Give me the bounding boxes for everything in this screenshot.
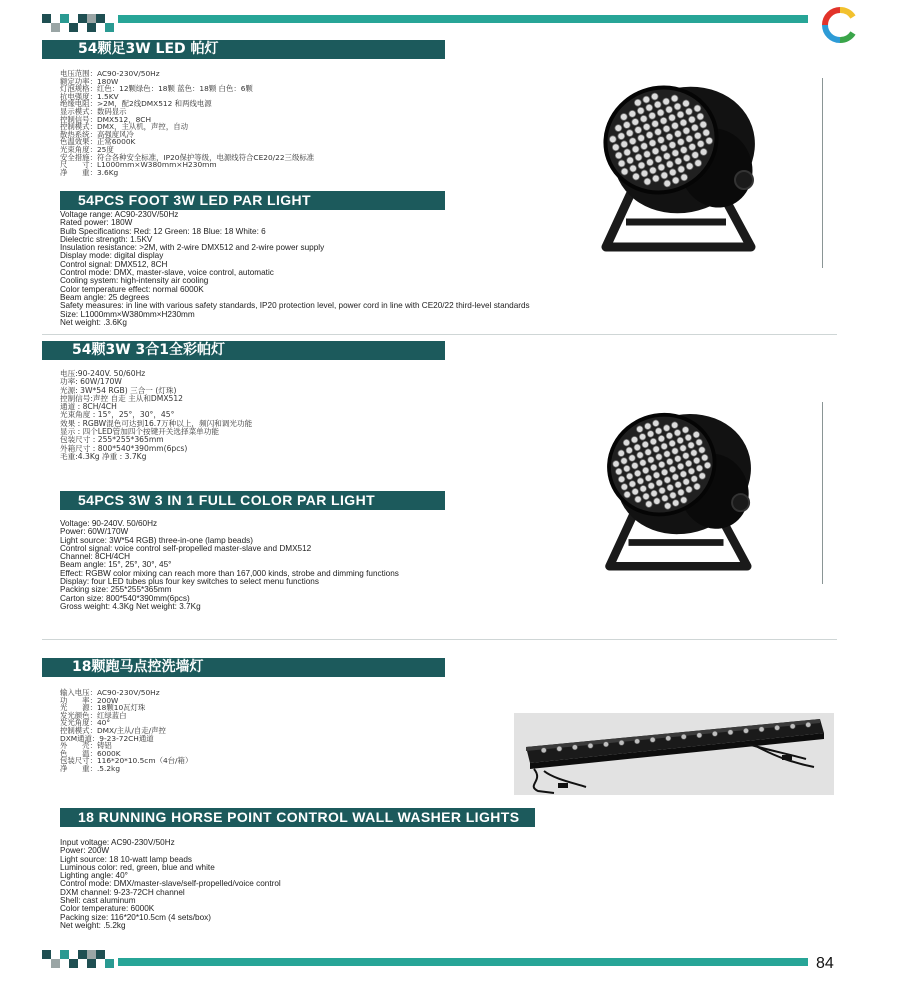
spec-line: 输入电压：AC90-230V/50Hz bbox=[60, 688, 160, 697]
spec-line: Packing size: 116*20*10.5cm (4 sets/box) bbox=[60, 912, 211, 922]
spec-line: 发光颜色：红绿蓝白 bbox=[60, 710, 127, 720]
spec-line: 包装尺寸：116*20*10.5cm（4台/箱） bbox=[60, 756, 193, 766]
spec-line: 控制模式：DMX/主从/自走/声控 bbox=[60, 725, 166, 735]
spec-line: 安全措施：符合各种安全标准，IP20保护等级，电源线符合CE20/22三级标准 bbox=[60, 152, 315, 162]
spec-line: Rated power: 180W bbox=[60, 218, 133, 228]
header-checker-pattern bbox=[42, 14, 114, 32]
par-light-image bbox=[566, 72, 786, 272]
spec-line: Display mode: digital display bbox=[60, 251, 164, 261]
spec-line: 尺 寸：L1000mm×W380mm×H230mm bbox=[60, 160, 217, 170]
spec-line: Packing size: 255*255*365mm bbox=[60, 585, 172, 595]
page-number: 84 bbox=[816, 955, 834, 972]
spec-line: 显示 : 四个LED管加四个按键开关选择菜单功能 bbox=[60, 427, 219, 437]
spec-line: Control signal: voice control self-propelled master-slave and DMX512 bbox=[60, 543, 312, 553]
section-divider bbox=[42, 639, 837, 640]
footer-rule bbox=[118, 958, 808, 966]
spec-line: Beam angle: 25 degrees bbox=[60, 292, 150, 302]
section3-specs-en bbox=[60, 839, 281, 930]
spec-line: Carton size: 800*540*390mm(6pcs) bbox=[60, 593, 190, 603]
spec-line: 功率: 60W/170W bbox=[60, 377, 122, 387]
spec-line: Luminous color: red, green, blue and white bbox=[60, 862, 215, 872]
spec-line: 抗电强度：1.5KV bbox=[60, 91, 119, 101]
spec-line: Dielectric strength: 1.5KV bbox=[60, 234, 153, 244]
spec-line: Shell: cast aluminum bbox=[60, 896, 136, 906]
spec-line: Light source: 18 10-watt lamp beads bbox=[60, 854, 192, 864]
section2-specs-en bbox=[60, 520, 405, 611]
spec-line: Light source: 3W*54 RGB) three-in-one (lamp beads) bbox=[60, 535, 253, 545]
spec-line: 散热系统：高强度风冷 bbox=[60, 129, 134, 139]
spec-line: 控制信号:声控 自走 主从和DMX512 bbox=[60, 393, 184, 403]
spec-line: 效果 : RGBW混色可达到16.7万种以上，频闪和调光功能 bbox=[60, 418, 253, 428]
section2-title-cn: 54颗3W 3合1全彩帕灯 bbox=[42, 341, 445, 360]
wall-washer-image bbox=[514, 713, 834, 795]
section1-specs-en bbox=[60, 211, 530, 327]
section3-specs-cn bbox=[60, 689, 192, 773]
spec-line: 色温效果：正常6000K bbox=[60, 137, 136, 147]
spec-line: Insulation resistance: >2M, with 2-wire DMX512 and 2-wire power supply bbox=[60, 243, 325, 253]
spec-line: 外箱尺寸 : 800*540*390mm(6pcs) bbox=[60, 443, 188, 453]
spec-line: 电压:90-240V. 50/60Hz bbox=[60, 369, 146, 378]
section3-title-en: 18 RUNNING HORSE POINT CONTROL WALL WASHER LIGHTS bbox=[60, 808, 535, 827]
section3-title-cn: 18颗跑马点控洗墙灯 bbox=[42, 658, 445, 677]
section2-title-en: 54PCS 3W 3 IN 1 FULL COLOR PAR LIGHT bbox=[60, 491, 445, 510]
divider-vertical bbox=[822, 78, 823, 268]
spec-line: 光源: 3W*54 RGB) 三合一 (灯珠) bbox=[60, 385, 177, 395]
spec-line: 净 重：.5.2kg bbox=[60, 763, 121, 773]
spec-line: Display: four LED tubes plus four key switches to select menu functions bbox=[60, 577, 319, 587]
spec-line: Channel: 8CH/4CH bbox=[60, 552, 131, 562]
spec-line: 功 率：200W bbox=[60, 695, 119, 705]
spec-line: 绝缘电阻：>2M，配2线DMX512 和两线电源 bbox=[60, 99, 212, 109]
spec-line: Color temperature effect: normal 6000K bbox=[60, 284, 204, 294]
spec-line: 净 重：3.6Kg bbox=[60, 167, 119, 177]
spec-line: Power: 200W bbox=[60, 846, 110, 856]
section2-specs-cn bbox=[60, 370, 252, 461]
spec-line: 外 壳：铸铝 bbox=[60, 741, 112, 751]
spec-line: 灯泡规格：红色：12颗绿色：18颗 蓝色：18颗 白色：6颗 bbox=[60, 84, 253, 94]
spec-line: 电压范围：AC90-230V/50Hz bbox=[60, 69, 160, 78]
spec-line: 光束角度：25度 bbox=[60, 144, 114, 154]
spec-line: 光 源：18颗10瓦灯珠 bbox=[60, 703, 146, 713]
spec-line: Gross weight: 4.3Kg Net weight: 3.7Kg bbox=[60, 601, 201, 611]
section1-title-cn: 54颗足3W LED 帕灯 bbox=[42, 40, 445, 59]
spec-line: DXM通道：9-23-72CH通道 bbox=[60, 733, 154, 743]
spec-line: 毛重:4.3Kg 净重 : 3.7Kg bbox=[60, 451, 147, 461]
footer-checker-pattern bbox=[42, 950, 114, 968]
spec-line: Control mode: DMX/master-slave/self-propelled/voice control bbox=[60, 879, 281, 889]
brand-logo bbox=[818, 6, 862, 44]
spec-line: Control signal: DMX512, 8CH bbox=[60, 259, 168, 269]
section1-title-en: 54PCS FOOT 3W LED PAR LIGHT bbox=[60, 191, 445, 210]
spec-line: 色 温：6000K bbox=[60, 748, 121, 758]
spec-line: Voltage: 90-240V. 50/60Hz bbox=[60, 519, 158, 528]
divider-vertical bbox=[822, 402, 823, 584]
spec-line: Bulb Specifications: Red: 12 Green: 18 Blue: 18 White: 6 bbox=[60, 226, 266, 236]
par-light-image bbox=[566, 400, 786, 590]
spec-line: 光束角度 : 15°，25°，30°，45° bbox=[60, 410, 175, 420]
section-divider bbox=[42, 334, 837, 335]
spec-line: 通道 : 8CH/4CH bbox=[60, 402, 117, 412]
header-rule bbox=[118, 15, 808, 23]
spec-line: Net weight: .3.6Kg bbox=[60, 317, 127, 327]
spec-line: Size: L1000mm×W380mm×H230mm bbox=[60, 309, 195, 319]
spec-line: 额定功率：180W bbox=[60, 76, 119, 86]
spec-line: 控制模式：DMX，主从机，声控，自动 bbox=[60, 122, 188, 132]
spec-line: 包装尺寸 : 255*255*365mm bbox=[60, 435, 164, 445]
spec-line: Input voltage: AC90-230V/50Hz bbox=[60, 838, 175, 847]
section1-specs-cn bbox=[60, 70, 314, 176]
spec-line: Control mode: DMX, master-slave, voice control, automatic bbox=[60, 268, 274, 278]
spec-line: 发光角度：40° bbox=[60, 718, 111, 728]
spec-line: Safety measures: in line with various safety standards, IP20 protection level, power cord in line with CE20/22 third-level standards bbox=[60, 301, 530, 311]
spec-line: Net weight: .5.2kg bbox=[60, 920, 126, 930]
spec-line: Lighting angle: 40° bbox=[60, 871, 128, 881]
spec-line: DXM channel: 9-23-72CH channel bbox=[60, 887, 185, 897]
spec-line: Voltage range: AC90-230V/50Hz bbox=[60, 210, 179, 219]
spec-line: Cooling system: high-intensity air cooling bbox=[60, 276, 209, 286]
spec-line: Power: 60W/170W bbox=[60, 527, 129, 537]
spec-line: Effect: RGBW color mixing can reach more than 167,000 kinds, strobe and dimming functions bbox=[60, 568, 399, 578]
spec-line: 显示模式：数码显示 bbox=[60, 106, 127, 116]
spec-line: Color temperature: 6000K bbox=[60, 904, 155, 914]
spec-line: Beam angle: 15°, 25°, 30°, 45° bbox=[60, 560, 172, 570]
spec-line: 控制信号：DMX512，8CH bbox=[60, 114, 152, 124]
